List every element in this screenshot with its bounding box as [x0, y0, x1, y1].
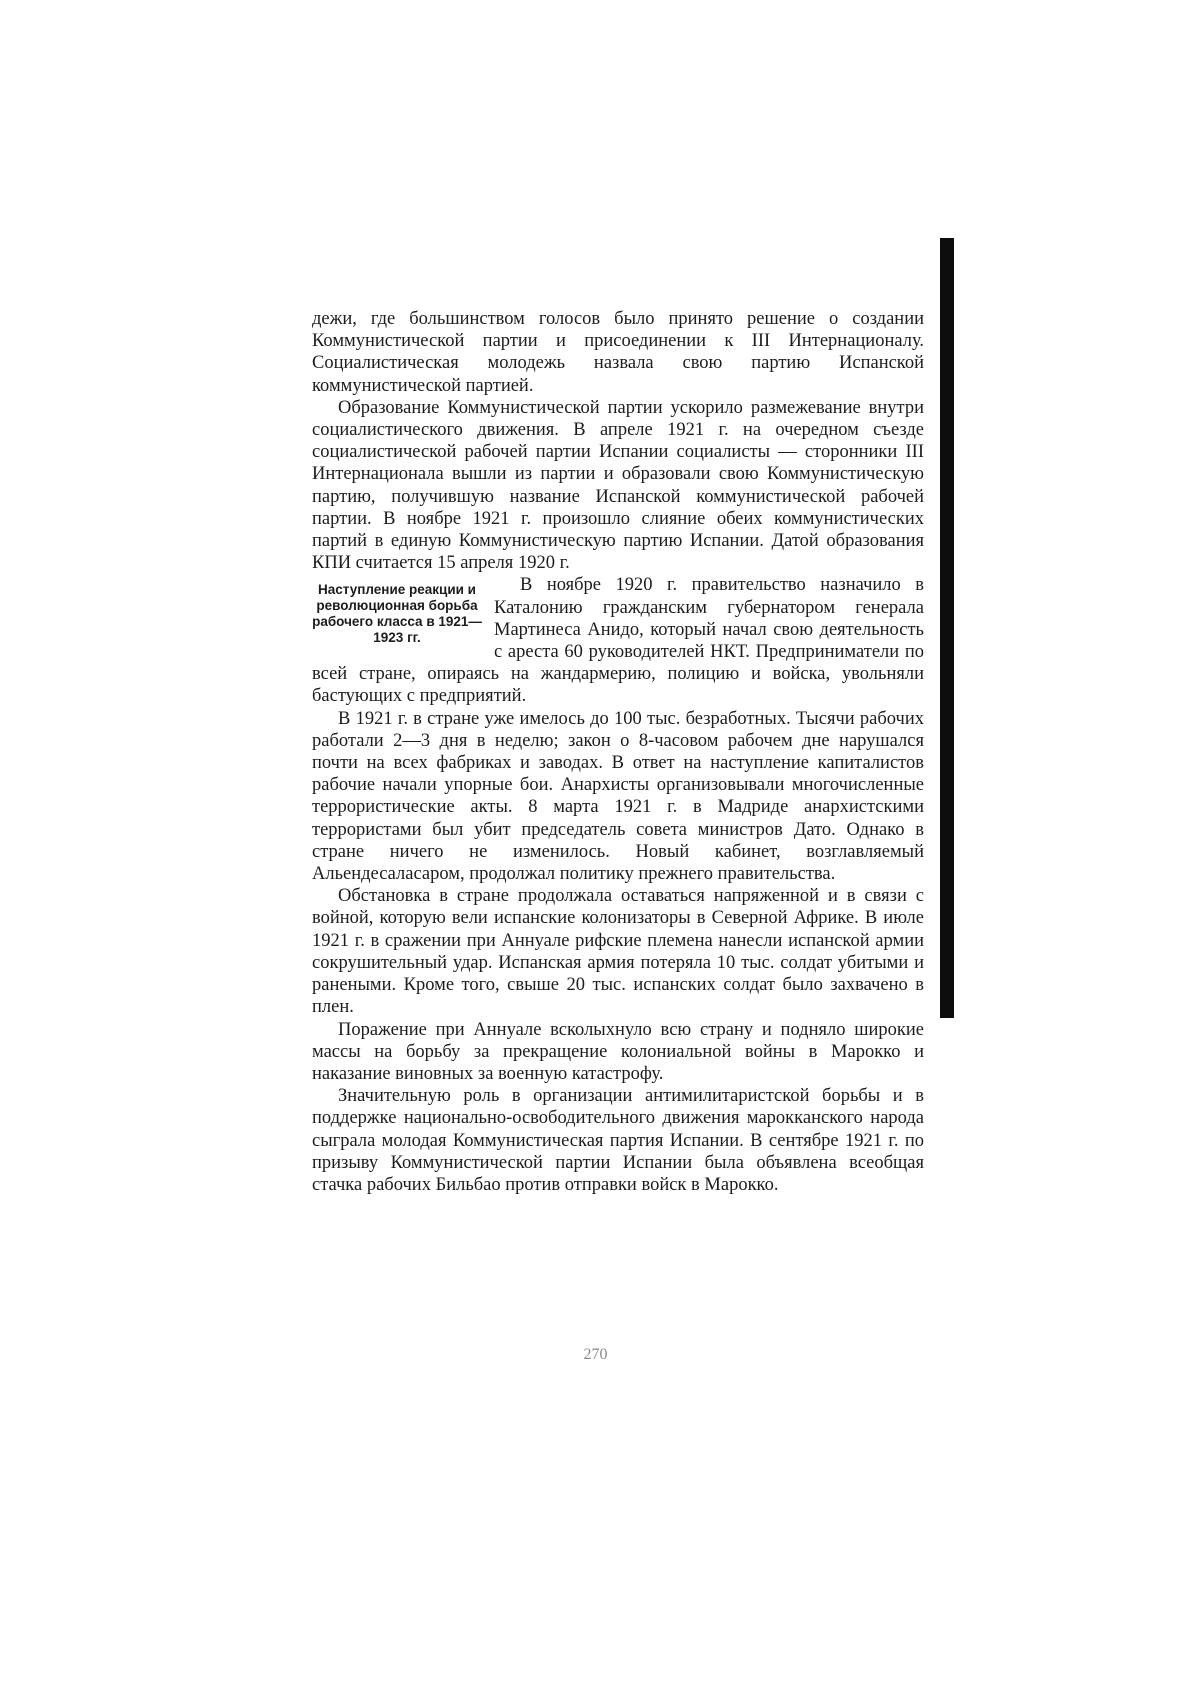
paragraph-5: Обстановка в стране продолжала оставаться напряженной и в связи с войной, которую вели испанские колонизаторы в Северной Африке. В июле 1921 г. в сражении при Аннуале рифские племена нанесли испанской армии сокрушительный удар. Испанская армия потеряла 10 тыс. солдат убитыми и ранеными. Кроме того, свыше 20 тыс. испанских солдат было захвачено в плен. — [312, 886, 924, 1018]
margin-heading: Наступление реакции и революционная борьба рабочего класса в 1921—1923 гг. — [312, 582, 482, 645]
page-number: 270 — [583, 1346, 608, 1363]
paragraph-7: Значительную роль в организации антимилитаристской борьбы и в поддержке национально-освободительного движения марокканского народа сыграла молодая Коммунистическая партия Испании. В сентябре 1921 г. по призыву Коммунистической партии Испании была объявлена всеобщая стачка рабочих Бильбао против отправки войск в Марокко. — [312, 1086, 924, 1195]
paragraph-2: Образование Коммунистической партии ускорило размежевание внутри социалистического движения. В апреле 1921 г. на очередном съезде социалистической рабочей партии Испании социалисты — сторонники III Интернационала вышли из партии и образовали свою Коммунистическую партию, получившую название Испанской коммунистической рабочей партии. В ноябре 1921 г. произошло слияние обеих коммунистических партий в единую Коммунистическую партию Испании. Датой образования КПИ считается 15 апреля 1920 г. — [312, 397, 924, 574]
paragraph-1: дежи, где большинством голосов было принято решение о создании Коммунистической партии и присоединении к III Интернационалу. Социалистическая молодежь назвала свою партию Испанской коммунистической партией. — [312, 309, 924, 396]
paragraph-6: Поражение при Аннуале всколыхнуло всю страну и подняло широкие массы на борьбу за прекращение колониальной войны в Марокко и наказание виновных за военную катастрофу. — [312, 1019, 924, 1084]
paragraph-4: В 1921 г. в стране уже имелось до 100 тыс. безработных. Тысячи рабочих работали 2—3 дня в неделю; закон о 8-часовом рабочем дне нарушался почти на всех фабриках и заводах. В ответ на наступление капиталистов рабочие начали упорные бои. Анархисты организовывали многочисленные террористические акты. 8 марта 1921 г. в Мадриде анархистскими террористами был убит председатель совета министров Дато. Однако в стране ничего не изменилось. Новый кабинет, возглавляемый Альендесаласаром, продолжал политику прежнего правительства. — [312, 708, 924, 885]
book-page-text — [312, 308, 924, 1196]
scan-edge-shadow — [940, 238, 954, 1018]
paragraph-3: В ноябре 1920 г. правительство назначило в Каталонию гражданским губернатором генерала Мартинеса Анидо, который начал свою деятельность с ареста 60 руководителей НКТ. Предприниматели по всей стране, опираясь на жандармерию, полицию и войска, увольняли бастующих с предприятий. — [312, 575, 924, 707]
